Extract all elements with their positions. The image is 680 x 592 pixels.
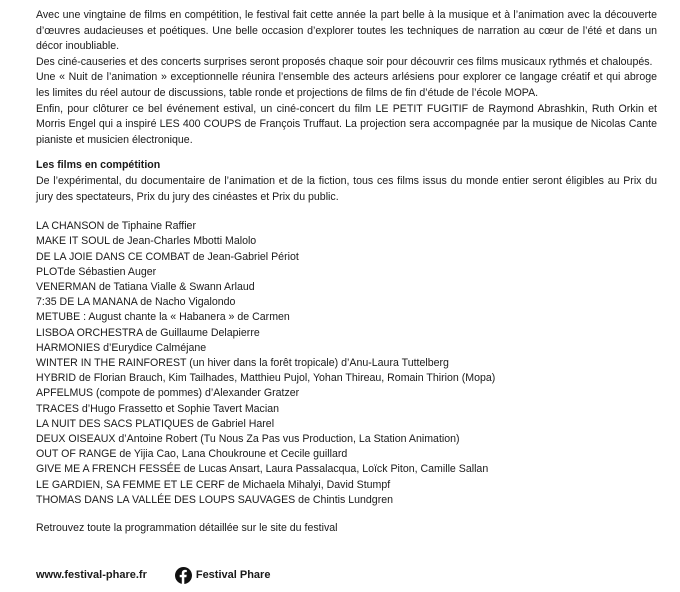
closing-note: Retrouvez toute la programmation détaillée sur le site du festival xyxy=(36,521,338,534)
film-list-item: METUBE : August chante la « Habanera » de Carmen xyxy=(36,311,290,324)
film-list-item: GIVE ME A FRENCH FESSÉE de Lucas Ansart, Laura Passalacqua, Loïck Piton, Camille Sallan xyxy=(36,463,489,476)
film-list-item: OUT OF RANGE de Yijia Cao, Lana Choukroune et Cecile guillard xyxy=(36,448,348,461)
competition-heading: Les films en compétition xyxy=(36,159,161,172)
film-list xyxy=(36,219,657,508)
film-list-item: DEUX OISEAUX d’Antoine Robert (Tu Nous Za Pas vus Production, La Station Animation) xyxy=(36,432,460,445)
film-list-item: THOMAS DANS LA VALLÉE DES LOUPS SAUVAGES de Chintis Lundgren xyxy=(36,493,394,506)
intro-paragraph-1: Avec une vingtaine de films en compétition, le festival fait cette année la part belle à la musique et à l’animation avec la découverte d’œuvres audacieuses et poétiques. Une belle occasion d’explorer toutes les techniques de narration au cœur de l’été et dans un décor inoubliable. xyxy=(36,9,657,53)
intro-paragraph-4: Enfin, pour clôturer ce bel événement estival, un ciné-concert du film LE PETIT FUGITIF de Raymond Abrashkin, Ruth Orkin et Morris Engel qui a inspiré LES 400 COUPS de François Truffaut. La projection sera accompagnée par la musique de Nicolas Cante pianiste et musicien électronique. xyxy=(36,102,657,146)
film-list-item: APFELMUS (compote de pommes) d’Alexander Gratzer xyxy=(36,387,300,400)
film-list-item: MAKE IT SOUL de Jean-Charles Mbotti Malolo xyxy=(36,235,257,248)
film-list-item: LE GARDIEN, SA FEMME ET LE CERF de Michaela Mihalyi, David Stumpf xyxy=(36,478,391,491)
film-list-item: LISBOA ORCHESTRA de Guillaume Delapierre xyxy=(36,326,260,339)
facebook-link[interactable] xyxy=(175,567,271,584)
film-list-item: VENERMAN de Tatiana Vialle & Swann Arlaud xyxy=(36,280,255,293)
film-list-item: LA NUIT DES SACS PLATIQUES de Gabriel Harel xyxy=(36,417,275,430)
competition-description: De l’expérimental, du documentaire de l’animation et de la fiction, tous ces films issus du monde entier seront éligibles au Prix du jury des spectateurs, Prix du jury des cinéastes et Prix du public. xyxy=(36,174,657,203)
film-list-item: HYBRID de Florian Brauch, Kim Tailhades, Matthieu Pujol, Yohan Thireau, Romain Thirion (Mopa) xyxy=(36,372,496,385)
film-list-item: 7:35 DE LA MANANA de Nacho Vigalondo xyxy=(36,296,236,309)
film-list-item: DE LA JOIE DANS CE COMBAT de Jean-Gabriel Périot xyxy=(36,250,299,263)
facebook-icon xyxy=(175,567,192,584)
intro-paragraph-2: Des ciné-causeries et des concerts surprises seront proposés chaque soir pour découvrir ces films musicaux rythmés et chaloupés. xyxy=(36,55,653,68)
facebook-page-name: Festival Phare xyxy=(195,569,271,581)
film-list-item: HARMONIES d’Eurydice Calméjane xyxy=(36,341,207,354)
film-list-item: LA CHANSON de Tiphaine Raffier xyxy=(36,220,196,233)
document-body xyxy=(36,8,657,537)
film-list-item: WINTER IN THE RAINFOREST (un hiver dans la forêt tropicale) d’Anu-Laura Tuttelberg xyxy=(36,356,449,369)
intro-paragraph-3: Une « Nuit de l’animation » exceptionnelle réunira l’ensemble des acteurs arlésiens pour explorer ce langage créatif et qui abroge les limites du réel autour de discussions, table ronde et projections de films de fin d’étude de l’école MOPA. xyxy=(36,71,657,99)
film-list-item: TRACES d’Hugo Frassetto et Sophie Tavert Macian xyxy=(36,402,279,415)
film-list-item: PLOTde Sébastien Auger xyxy=(36,265,157,278)
website-link[interactable]: www.festival-phare.fr xyxy=(36,569,147,581)
footer xyxy=(36,564,270,586)
